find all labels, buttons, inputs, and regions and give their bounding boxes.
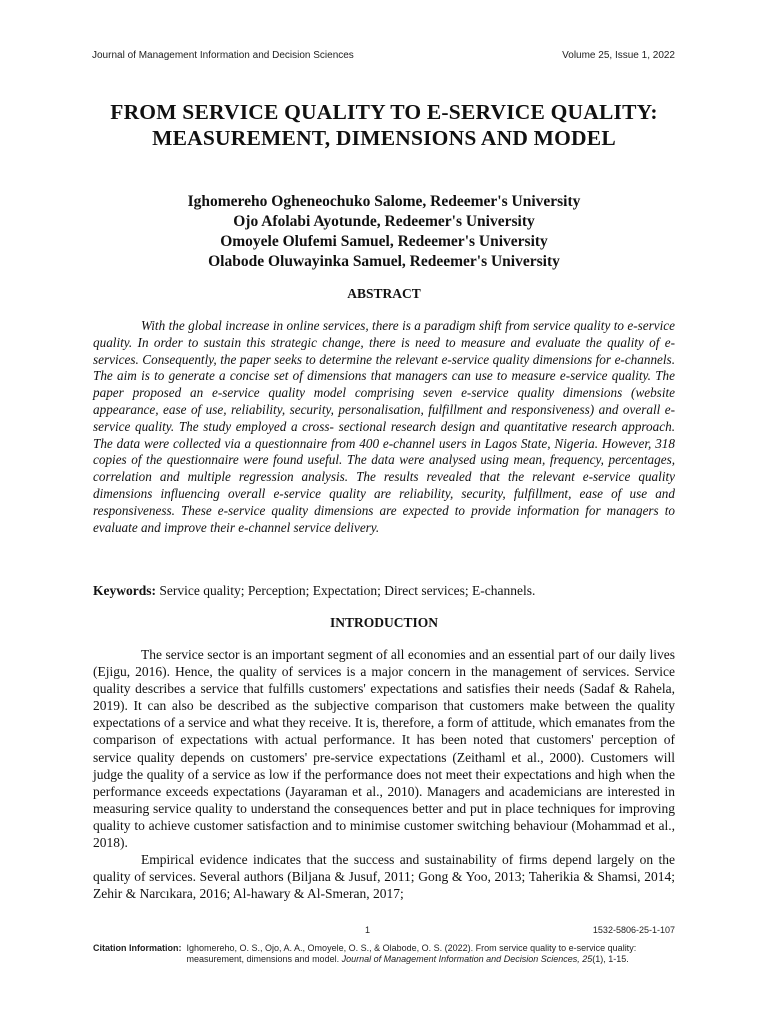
citation-tail: (1), 1-15. xyxy=(592,954,629,964)
keywords-label: Keywords: xyxy=(93,583,156,598)
author-list xyxy=(92,192,676,272)
citation-label: Citation Information: xyxy=(93,943,182,953)
citation-information xyxy=(93,943,675,965)
citation-body xyxy=(187,943,676,965)
introduction-body xyxy=(93,646,675,902)
journal-name: Journal of Management Information and Decision Sciences xyxy=(92,50,354,61)
paper-title: FROM SERVICE QUALITY TO E-SERVICE QUALITY: MEASUREMENT, DIMENSIONS AND MODEL xyxy=(110,100,658,150)
author-line: Olabode Oluwayinka Samuel, Redeemer's University xyxy=(208,253,560,270)
running-header xyxy=(92,50,675,61)
citation-text: Ighomereho, O. S., Ojo, A. A., Omoyele, O. S., & Olabode, O. S. (2022). From service quality to e-service quality: measurement, dimensions and model. xyxy=(186,943,637,964)
introduction-heading: INTRODUCTION xyxy=(329,615,438,630)
author-line: Ojo Afolabi Ayotunde, Redeemer's University xyxy=(233,213,535,230)
keywords xyxy=(93,583,675,599)
paragraph: Empirical evidence indicates that the success and sustainability of firms depend largely on the quality of services. Several authors (Biljana & Jusuf, 2011; Gong & Yoo, 2013; Taherikia & Shamsi, 2014; Zehir & Narcıkara, 2016; Al-hawary & Al-Smeran, 2017; xyxy=(93,852,675,902)
keywords-text: Service quality; Perception; Expectation; Direct services; E-channels. xyxy=(159,583,536,598)
volume-issue: Volume 25, Issue 1, 2022 xyxy=(562,50,675,61)
author-line: Omoyele Olufemi Samuel, Redeemer's University xyxy=(220,233,548,250)
abstract-body: With the global increase in online services, there is a paradigm shift from service quality to e-service quality. In order to sustain this strategic change, there is need to measure and evaluate the quality of e-services. Consequently, the paper seeks to determine the relevant e-service quality dimensions for e-channels. The aim is to generate a concise set of dimensions that managers can use to measure e-service quality. The paper proposed an e-service quality model comprising seven e-service quality dimensions (website appearance, ease of use, reliability, security, personalisation, fulfillment and responsiveness) and overall e-service quality. The study employed a cross- sectional research design and quantitative research approach. The data were collected via a questionnaire from 400 e-channel users in Lagos State, Nigeria. However, 318 copies of the questionnaire were found useful. The data were analysed using mean, frequency, percentages, correlation and multiple regression analysis. The results revealed that the relevant e-service quality dimensions influencing overall e-service quality are reliability, security, fulfillment, ease of use and responsiveness. These e-service quality dimensions are expected to provide information for managers to evaluate and improve their e-channel service delivery. xyxy=(93,318,675,535)
issn: 1532-5806-25-1-107 xyxy=(592,925,675,935)
paragraph: The service sector is an important segment of all economies and an essential part of our daily lives (Ejigu, 2016). Hence, the quality of services is a major concern in the management of services. Service quality describes a service that fulfills customers' expectations and satisfies their needs (Sadaf & Rahela, 2019). It can also be described as the subjective comparison that customers make between the quality expectations of a service and what they receive. It is, therefore, a form of attitude, which emanates from the comparison of expectations with actual performance. It has been noted that customers' perception of service quality depends on customers' pre-service expectations (Zeithaml et al., 2000). Customers will judge the quality of a service as low if the performance does not meet their expectations and high when the performance exceeds expectations (Jayaraman et al., 2010). Managers and academicians are interested in measuring service quality to understand the consequences better and put in place techniques for improving quality to achieve customer satisfaction and to minimise customer switching behaviour (Mohammad et al., 2018). xyxy=(93,647,675,851)
abstract-heading: ABSTRACT xyxy=(347,286,421,301)
page-number: 1 xyxy=(365,925,371,935)
citation-journal: Journal of Management Information and Decision Sciences, 25 xyxy=(341,954,593,964)
author-line: Ighomereho Ogheneochuko Salome, Redeemer's University xyxy=(187,193,581,210)
